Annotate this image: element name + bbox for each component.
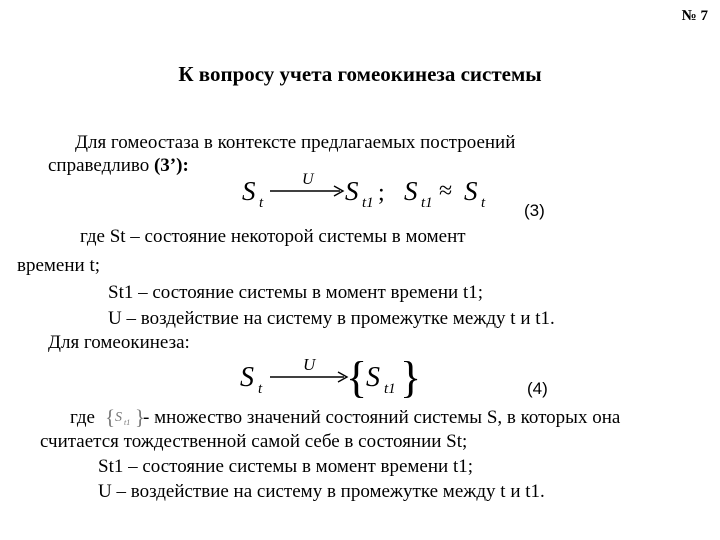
homeokinesis-intro: Для гомеокинеза: bbox=[48, 332, 190, 353]
intro-line-2 bbox=[48, 155, 189, 177]
where-line-2-prefix: где bbox=[70, 407, 95, 428]
intro-line-1: Для гомеостаза в контексте предлагаемых построений bbox=[75, 132, 516, 153]
equation-4 bbox=[236, 346, 436, 404]
inline-brace-open: { bbox=[105, 405, 116, 429]
eq3-s2-sub: t1 bbox=[421, 195, 433, 211]
equation-4-number: (4) bbox=[527, 379, 548, 398]
eq4-lhs-s: S bbox=[240, 362, 254, 393]
intro-colon: : bbox=[182, 155, 189, 176]
where-line-1-cont: времени t; bbox=[17, 255, 101, 276]
eq3-s3-sub: t bbox=[481, 195, 486, 211]
eq3-approx: ≈ bbox=[439, 178, 453, 204]
where-line-2-cont: считается тождественной самой себе в состоянии St; bbox=[40, 431, 468, 452]
where-line-2: - множество значений состояний системы S, в которых она bbox=[143, 407, 621, 428]
page-title: К вопросу учета гомеокинеза системы bbox=[178, 62, 542, 86]
eq3-lhs-s: S bbox=[242, 176, 256, 206]
eq3-arrow-label: U bbox=[302, 171, 314, 188]
inline-brace-close: } bbox=[135, 405, 146, 429]
eq3-rhs-s: S bbox=[345, 176, 359, 206]
inline-set-formula bbox=[104, 402, 148, 432]
eq3-semicolon: ; bbox=[378, 180, 385, 206]
eq3-s3: S bbox=[464, 176, 478, 206]
eq4-brace-open: { bbox=[346, 353, 368, 402]
slide-number: № 7 bbox=[681, 8, 708, 24]
eq3-rhs-sub: t1 bbox=[362, 195, 374, 211]
eq4-brace-close: } bbox=[400, 353, 422, 402]
intro-line-2-text: справедливо bbox=[48, 155, 154, 176]
eq3-lhs-sub: t bbox=[259, 195, 264, 211]
eq4-set-s: S bbox=[366, 362, 380, 393]
where-line-1: где St – состояние некоторой системы в момент bbox=[80, 226, 466, 247]
inline-set-s: S bbox=[115, 410, 122, 425]
definition2-st1: St1 – состояние системы в момент времени t1; bbox=[98, 456, 474, 477]
definition2-u: U – воздействие на систему в промежутке между t и t1. bbox=[98, 481, 545, 502]
eq4-lhs-sub: t bbox=[258, 381, 263, 397]
eq4-set-sub: t1 bbox=[384, 381, 396, 397]
definition-u: U – воздействие на систему в промежутке между t и t1. bbox=[108, 308, 555, 329]
definition-st1: St1 – состояние системы в момент времени t1; bbox=[108, 282, 484, 303]
inline-set-sub: t1 bbox=[124, 418, 131, 427]
equation-3-number: (3) bbox=[524, 201, 545, 220]
equation-reference: (3’) bbox=[153, 155, 183, 176]
eq3-s2: S bbox=[404, 176, 418, 206]
equation-3 bbox=[240, 168, 500, 216]
eq4-arrow-label: U bbox=[303, 355, 316, 374]
